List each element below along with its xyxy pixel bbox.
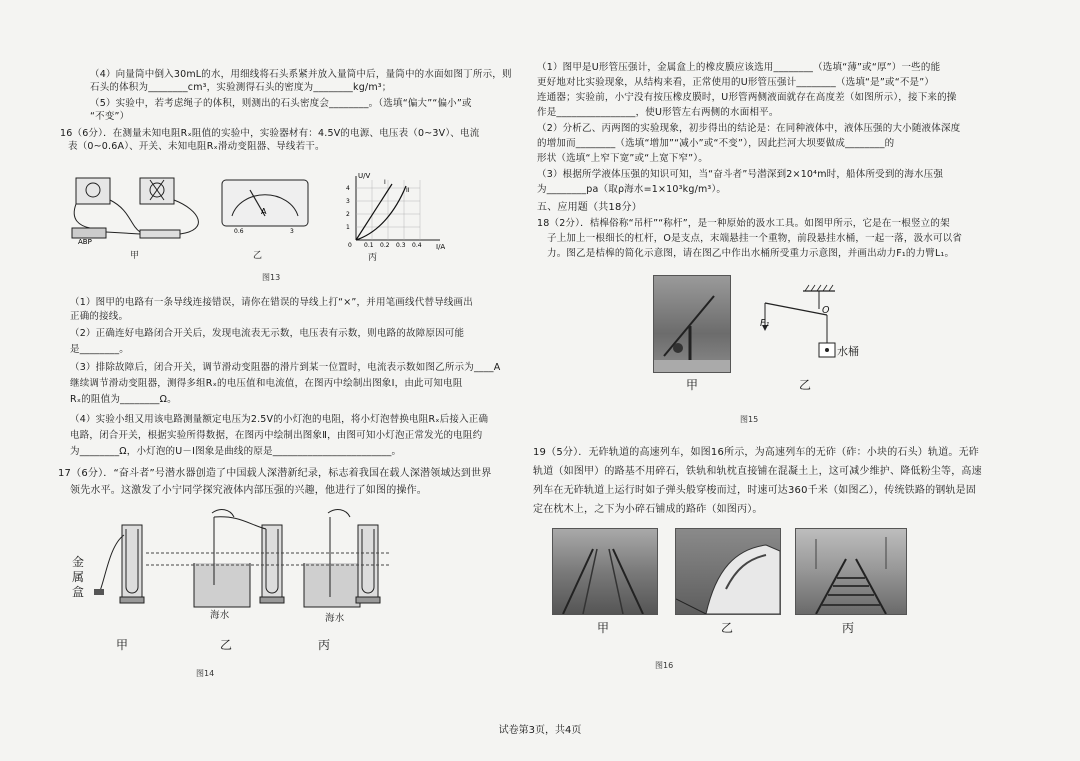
section-heading: 五、应用题（共18分） — [537, 202, 642, 213]
q16-part4-line3: 为________Ω，小灯泡的U－I图象是曲线的原是________________________。 — [70, 446, 402, 457]
q16-part3-line1: （3）排除故障后，闭合开关，调节滑动变阻器的滑片到某一位置时，电流表示数如图乙所示为____A — [70, 362, 501, 373]
q16-part3-line3: Rₓ的阻值为________Ω。 — [70, 394, 177, 405]
q17-part1-line4: 作是________________，使U形管左右两侧的水面相平。 — [537, 107, 779, 118]
q18-line1: 18（2分）．桔槔俗称“吊杆”“称杆”，是一种原始的汲水工具。如图甲所示，它是在一根竖立的架 — [537, 218, 950, 229]
high-speed-train-photo — [675, 528, 781, 615]
x-tick: 0.3 — [396, 242, 406, 249]
q17-part3-line1: （3）根据所学液体压强的知识可知，当“奋斗者”号潜深到2×10⁴m时，船体所受到的海水压强 — [537, 169, 944, 180]
x-tick: 0.2 — [380, 242, 390, 249]
metal-box-label-3: 盒 — [72, 585, 85, 599]
page-footer: 试卷第3页，共4页 — [498, 725, 582, 736]
fig13-label-a: 甲 — [130, 251, 140, 261]
y-tick: 3 — [346, 198, 350, 205]
q19-line3: 列车在无砟轨道上运行时如子弹头般穿梭而过，时速可达360千米（如图乙），传统铁路的钢轨是固 — [533, 485, 977, 496]
q17-part1-line2: 更好地对比实验现象，从结构来看，正常使用的U形管压强计________（选填“是”或“不是”） — [537, 77, 935, 88]
fig13-label-b: 乙 — [253, 251, 263, 261]
graph-xlabel: I/A — [436, 243, 446, 250]
y-tick: 1 — [346, 224, 350, 231]
fig13-label-c: 丙 — [368, 253, 378, 263]
fig16-label-c: 丙 — [842, 621, 855, 635]
y-tick: 0 — [348, 242, 352, 249]
q15-part5-line1: （5）实验中，若考虑绳子的体积，则测出的石头密度会________。（选填“偏大”“偏小”或 — [90, 98, 472, 109]
x-tick: 0.4 — [412, 242, 422, 249]
q17-part1-line1: （1）图甲是U形管压强计，金属盒上的橡皮膜应该选用________（选填“薄”或“厚”）一些的能 — [537, 62, 941, 73]
figure-13-caption: 图13 — [262, 273, 281, 282]
bucket-label: 水桶 — [837, 345, 859, 358]
q16-part2-line1: （2）正确连好电路闭合开关后，发现电流表无示数，电压表有示数，则电路的故障原因可能 — [70, 328, 465, 339]
q19-line2: 轨道（如图甲）的路基不用碎石，铁轨和轨枕直接铺在混凝土上，这可减少维护、降低粉尘等，高速 — [533, 466, 982, 477]
q19-line1: 19（5分）．无砟轨道的高速列车，如图16所示，为高速列车的无砟（砟：小块的石头）轨道。无砟 — [533, 447, 980, 458]
svg-text:A: A — [261, 207, 267, 216]
pivot-o-label: O — [822, 305, 830, 316]
fig15-label-b: 乙 — [799, 378, 812, 392]
fig15-label-a: 甲 — [686, 378, 699, 392]
q16-part3-line2: 继续调节滑动变阻器，测得多组Rₓ的电压值和电流值，在图丙中绘制出图象Ⅰ，由此可知电阻 — [70, 378, 463, 389]
figure-15-caption: 图15 — [740, 415, 759, 424]
q17-part2-line3: 形状（选填“上窄下宽”或“上宽下窄”）。 — [537, 153, 708, 164]
q16-heading: 16（6分）．在测量未知电阻Rₓ阻值的实验中，实验器材有：4.5V的电源、电压表（0~3V）、电流 — [60, 128, 480, 139]
metal-box-label-1: 金 — [72, 555, 85, 569]
q16-part2-line2: 是________。 — [70, 344, 130, 355]
pressure-gauge-figure — [90, 505, 450, 620]
q17-heading-2: 领先水平。这激发了小宁同学探究液体内部压强的兴趣，他进行了如图的操作。 — [70, 485, 427, 496]
svg-text:ABP: ABP — [78, 238, 92, 246]
fig16-label-a: 甲 — [597, 621, 610, 635]
q17-part1-line3: 连通器；实验前，小宁没有按压橡皮膜时，U形管两侧液面就存在高度差（如图所示），接下来的操 — [537, 92, 957, 103]
fig14-label-b: 乙 — [220, 638, 233, 652]
seawater-label-b: 海水 — [210, 610, 230, 621]
q18-line3: 力。图乙是桔槔的简化示意图，请在图乙中作出水桶所受重力示意图，并画出动力F₁的力臂L₁。 — [547, 248, 955, 259]
svg-text:0.6: 0.6 — [234, 228, 244, 233]
fig14-label-c: 丙 — [318, 638, 331, 652]
graph-ylabel: U/V — [358, 172, 371, 180]
seawater-label-c: 海水 — [325, 613, 345, 624]
fig14-label-a: 甲 — [116, 638, 129, 652]
q19-line4: 定在枕木上，之下为小碎石铺成的路砟（如图丙）。 — [533, 504, 763, 515]
y-tick: 2 — [346, 211, 350, 218]
curve-ii — [356, 186, 406, 240]
metal-box-label-2: 属 — [72, 570, 85, 584]
fig16-label-b: 乙 — [721, 621, 734, 635]
well-sweep-photo — [653, 275, 731, 373]
q18-line2: 子上加上一根细长的杠杆，O是支点，末端悬挂一个重物，前段悬挂水桶，一起一落，汲水可以省 — [547, 233, 963, 244]
figure-14-caption: 图14 — [196, 669, 215, 678]
ui-graph — [340, 170, 450, 250]
curve-i-label: I — [384, 179, 386, 186]
curve-ii-label: II — [406, 187, 410, 194]
ammeter-dial-figure — [220, 178, 310, 233]
q16-heading-2: 表（0~0.6A）、开关、未知电阻Rₓ滑动变阻器、导线若干。 — [68, 141, 325, 152]
q17-part3-line2: 为________pa（取ρ海水=1×10³kg/m³）。 — [537, 184, 727, 195]
q16-part4-line2: 电路，闭合开关，根据实验所得数据，在图丙中绘制出图象Ⅱ，由图可知小灯泡正常发光的电阻约 — [70, 430, 483, 441]
q17-part2-line2: 的增加而________（选填“增加”“减小”或“不变”），因此拦河大坝要做成________的 — [537, 138, 895, 149]
y-tick: 4 — [346, 185, 350, 192]
q15-part5-line2: “不变”） — [90, 111, 130, 122]
circuit-diagram-figure — [70, 170, 230, 250]
ballasted-track-photo — [795, 528, 907, 615]
q17-heading: 17（6分）．“奋斗者”号潜水器创造了中国载人深潜新纪录，标志着我国在载人深潜领域达到世界 — [58, 468, 492, 479]
figure-16-caption: 图16 — [655, 661, 674, 670]
ballastless-track-photo — [552, 528, 658, 615]
q16-part1-line1: （1）图甲的电路有一条导线连接错误，请你在错误的导线上打“×”，并用笔画线代替导线画出 — [70, 297, 473, 308]
curve-i — [356, 184, 392, 240]
q16-part1-line2: 正确的接线。 — [70, 311, 129, 322]
svg-text:3: 3 — [290, 228, 294, 233]
x-tick: 0.1 — [364, 242, 374, 249]
force-f1-label: F₁ — [760, 318, 770, 329]
q15-part4-line1: （4）向量筒中倒入30mL的水，用细线将石头系紧并放入量筒中后，量筒中的水面如图丁所示，则 — [90, 69, 512, 80]
q15-part4-line2: 石头的体积为________cm³，实验测得石头的密度为________kg/m³； — [90, 82, 392, 93]
q17-part2-line1: （2）分析乙、丙两图的实验现象，初步得出的结论是：在同种液体中，液体压强的大小随液体深度 — [537, 123, 961, 134]
q16-part4-line1: （4）实验小组又用该电路测量额定电压为2.5V的小灯泡的电阻，将小灯泡替换电阻Rₓ后接入正确 — [70, 414, 489, 425]
lever-diagram — [755, 283, 855, 373]
